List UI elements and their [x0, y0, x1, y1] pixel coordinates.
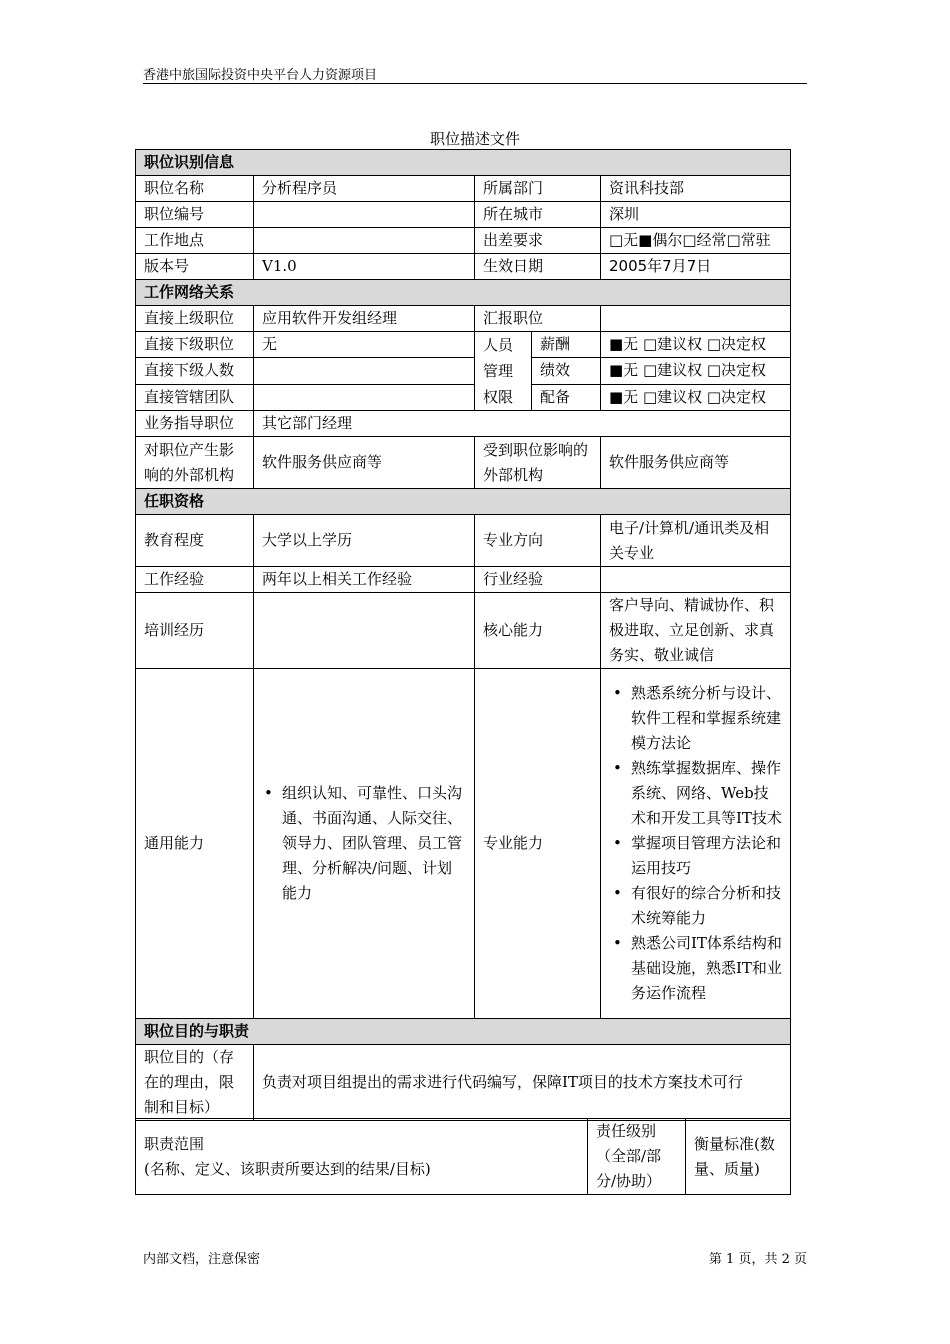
section-identification: 职位识别信息 — [136, 150, 791, 176]
mgmt-item-salary: 薪酬 — [532, 332, 601, 358]
list-item: • 有很好的综合分析和技术统筹能力 — [631, 881, 782, 931]
value-travel: □无■偶尔□经常□常驻 — [601, 228, 791, 254]
list-item: • 组织认知、可靠性、口头沟通、书面沟通、人际交往、领导力、团队管理、员工管理、分析解决/问题、计划能力 — [282, 781, 466, 906]
value-job-code — [254, 202, 475, 228]
value-version: V1.0 — [254, 254, 475, 280]
value-work-location — [254, 228, 475, 254]
label-measurement: 衡量标准(数量、质量) — [686, 1119, 791, 1195]
label-people-management — [475, 332, 532, 411]
professional-competency-list — [611, 681, 782, 1006]
value-affecting-orgs: 软件服务供应商等 — [254, 437, 475, 489]
value-education: 大学以上学历 — [254, 515, 475, 567]
label-major: 专业方向 — [475, 515, 601, 567]
label-guidance: 业务指导职位 — [136, 411, 254, 437]
label-responsibility-level: 责任级别（全部/部分/协助） — [588, 1119, 686, 1195]
mgmt-value-salary: ■无 □建议权 □决定权 — [601, 332, 791, 358]
list-item: • 熟悉公司IT体系结构和基础设施，熟悉IT和业务运作流程 — [631, 931, 782, 1006]
list-item: • 掌握项目管理方法论和运用技巧 — [631, 831, 782, 881]
general-competency-list — [262, 781, 466, 906]
header-title: 香港中旅国际投资中央平台人力资源项目 — [143, 68, 378, 83]
scope-subtitle: (名称、定义、该职责所要达到的结果/目标) — [144, 1159, 431, 1178]
section-network: 工作网络关系 — [136, 280, 791, 306]
label-work-location: 工作地点 — [136, 228, 254, 254]
label-travel: 出差要求 — [475, 228, 601, 254]
label-job-purpose: 职位目的（存在的理由，限制和目标） — [136, 1045, 254, 1121]
label-team: 直接管辖团队 — [136, 384, 254, 410]
section-qualification: 任职资格 — [136, 489, 791, 515]
label-scope — [136, 1119, 588, 1195]
value-guidance: 其它部门经理 — [254, 411, 791, 437]
label-version: 版本号 — [136, 254, 254, 280]
label-affecting-orgs: 对职位产生影响的外部机构 — [136, 437, 254, 489]
mgmt-label-2: 管理 — [483, 362, 514, 380]
mgmt-item-staffing: 配备 — [532, 384, 601, 410]
job-description-form — [135, 149, 791, 1121]
value-industry-experience — [601, 567, 791, 593]
value-city: 深圳 — [601, 202, 791, 228]
mgmt-label-1: 人员 — [483, 336, 514, 354]
label-affected-orgs: 受到职位影响的外部机构 — [475, 437, 601, 489]
label-report: 汇报职位 — [475, 306, 601, 332]
value-general-competency — [254, 669, 475, 1019]
label-job-code: 职位编号 — [136, 202, 254, 228]
value-job-name: 分析程序员 — [254, 176, 475, 202]
label-superior: 直接上级职位 — [136, 306, 254, 332]
label-job-name: 职位名称 — [136, 176, 254, 202]
label-professional-competency: 专业能力 — [475, 669, 601, 1019]
value-report — [601, 306, 791, 332]
value-core-competency: 客户导向、精诚协作、积极进取、立足创新、求真务实、敬业诚信 — [601, 593, 791, 669]
label-industry-experience: 行业经验 — [475, 567, 601, 593]
mgmt-value-performance: ■无 □建议权 □决定权 — [601, 358, 791, 384]
document-title: 职位描述文件 — [429, 130, 520, 148]
value-superior: 应用软件开发组经理 — [254, 306, 475, 332]
footer-page-number: 第 1 页，共 2 页 — [708, 1252, 807, 1267]
label-training: 培训经历 — [136, 593, 254, 669]
value-affected-orgs: 软件服务供应商等 — [601, 437, 791, 489]
label-subordinate-count: 直接下级人数 — [136, 358, 254, 384]
label-core-competency: 核心能力 — [475, 593, 601, 669]
value-work-experience: 两年以上相关工作经验 — [254, 567, 475, 593]
value-training — [254, 593, 475, 669]
value-professional-competency — [601, 669, 791, 1019]
mgmt-value-staffing: ■无 □建议权 □决定权 — [601, 384, 791, 410]
value-department: 资讯科技部 — [601, 176, 791, 202]
label-education: 教育程度 — [136, 515, 254, 567]
section-purpose: 职位目的与职责 — [136, 1019, 791, 1045]
value-subordinate: 无 — [254, 332, 475, 358]
value-job-purpose: 负责对项目组提出的需求进行代码编写，保障IT项目的技术方案技术可行 — [254, 1045, 791, 1121]
header-divider — [143, 83, 807, 84]
mgmt-label-3: 权限 — [483, 388, 514, 406]
mgmt-item-performance: 绩效 — [532, 358, 601, 384]
value-subordinate-count — [254, 358, 475, 384]
value-major: 电子/计算机/通讯类及相关专业 — [601, 515, 791, 567]
label-effective-date: 生效日期 — [475, 254, 601, 280]
footer-confidential: 内部文档，注意保密 — [143, 1252, 261, 1267]
label-subordinate: 直接下级职位 — [136, 332, 254, 358]
responsibility-header-table — [135, 1118, 791, 1195]
list-item: • 熟练掌握数据库、操作系统、网络、Web技术和开发工具等IT技术 — [631, 756, 782, 831]
value-effective-date: 2005年7月7日 — [601, 254, 791, 280]
list-item: • 熟悉系统分析与设计、软件工程和掌握系统建模方法论 — [631, 681, 782, 756]
scope-title: 职责范围 — [144, 1134, 205, 1153]
label-city: 所在城市 — [475, 202, 601, 228]
label-general-competency: 通用能力 — [136, 669, 254, 1019]
label-department: 所属部门 — [475, 176, 601, 202]
label-work-experience: 工作经验 — [136, 567, 254, 593]
value-team — [254, 384, 475, 410]
